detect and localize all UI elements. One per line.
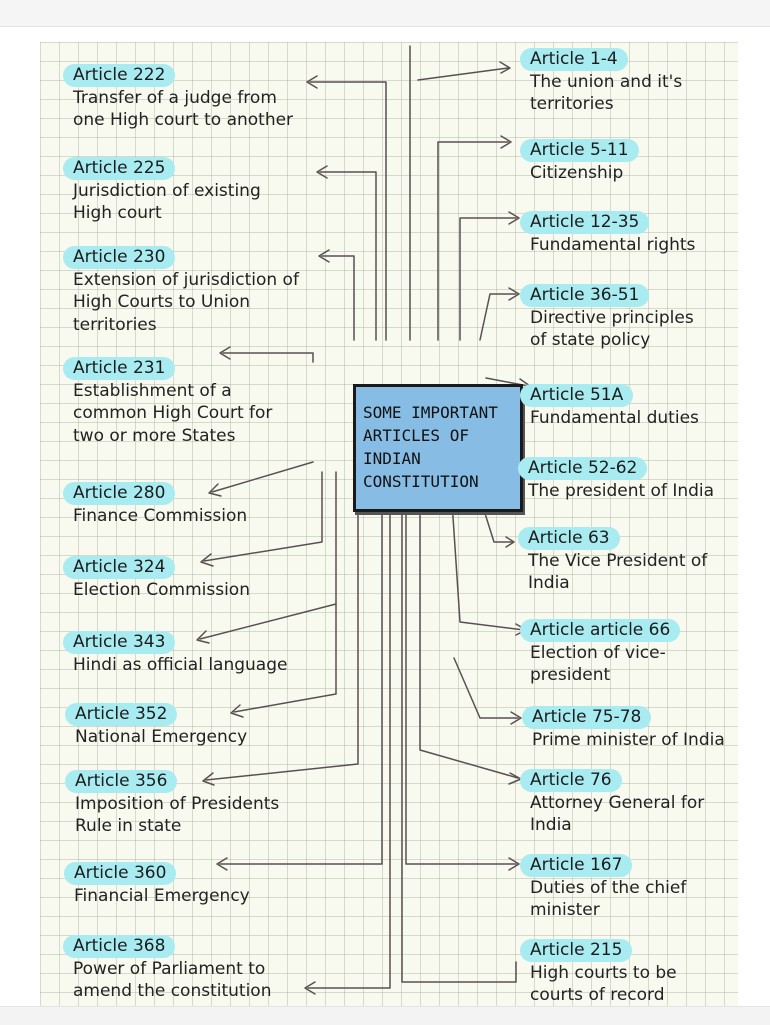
left-entry-article-280 <box>73 482 247 527</box>
left-entry-article-368 <box>73 935 271 1003</box>
connector-article-1-4 <box>418 68 508 80</box>
connector-article-368 <box>308 472 390 988</box>
right-entry-article-5-11 <box>530 139 639 184</box>
connector-article-222 <box>310 82 386 340</box>
article-description: Fundamental rights <box>530 234 696 255</box>
grid-paper <box>40 42 738 1006</box>
article-description: Jurisdiction of existing High court <box>73 180 261 223</box>
article-description: Transfer of a judge from one High court to another <box>73 87 294 130</box>
left-entry-article-356 <box>75 770 279 838</box>
right-entry-article-51a <box>530 384 699 429</box>
right-entry-article-1-4 <box>530 48 682 116</box>
center-title-box: SOME IMPORTANT ARTICLES OF INDIAN CONSTITUTION <box>353 384 523 512</box>
right-entry-article-76 <box>530 769 704 837</box>
article-label: Article 231 <box>63 357 175 380</box>
article-label: Article 343 <box>63 631 175 654</box>
left-entry-article-343 <box>73 631 287 676</box>
article-label: Article article 66 <box>520 619 680 642</box>
article-label: Article 36-51 <box>520 284 649 307</box>
article-label: Article 63 <box>518 527 620 550</box>
article-description: Attorney General for India <box>530 792 705 835</box>
article-description: Election Commission <box>73 579 250 600</box>
left-entry-article-360 <box>74 862 250 907</box>
arrowhead-article-1-4 <box>500 62 510 73</box>
article-description: Finance Commission <box>73 505 248 526</box>
article-description: Directive principles of state policy <box>530 307 694 350</box>
right-entry-article-36-51 <box>530 284 694 352</box>
left-entry-article-352 <box>75 703 247 748</box>
article-description: Fundamental duties <box>530 407 699 428</box>
right-entry-article-66 <box>530 619 680 687</box>
article-description: Duties of the chief minister <box>530 877 687 920</box>
connector-article-5-11-b <box>438 142 508 340</box>
article-description: National Emergency <box>75 726 248 747</box>
article-description: Prime minister of India <box>532 729 725 750</box>
article-label: Article 280 <box>63 482 175 505</box>
article-label: Article 52-62 <box>518 457 647 480</box>
connector-article-230 <box>322 256 354 340</box>
article-description: Extension of jurisdiction of High Courts to Union territories <box>73 269 299 335</box>
article-label: Article 215 <box>520 939 632 962</box>
connector-article-75-78 <box>454 658 518 718</box>
article-label: Article 167 <box>520 854 632 877</box>
article-description: Power of Parliament to amend the constitution <box>73 958 272 1001</box>
article-description: The president of India <box>528 480 715 501</box>
article-label: Article 51A <box>520 384 633 407</box>
article-description: High courts to be courts of record <box>530 962 677 1005</box>
article-label: Article 230 <box>63 246 175 269</box>
article-label: Article 12-35 <box>520 211 649 234</box>
article-label: Article 368 <box>63 935 175 958</box>
article-label: Article 356 <box>65 770 177 793</box>
article-label: Article 324 <box>63 556 175 579</box>
article-label: Article 360 <box>64 862 176 885</box>
article-label: Article 5-11 <box>520 139 639 162</box>
article-description: Citizenship <box>530 162 624 183</box>
article-label: Article 352 <box>65 703 177 726</box>
right-entry-article-52-62 <box>528 457 714 502</box>
article-description: Hindi as official language <box>73 654 288 675</box>
right-entry-article-63 <box>528 527 707 595</box>
right-entry-article-12-35 <box>530 211 695 256</box>
article-label: Article 1-4 <box>520 48 628 71</box>
bottom-bar <box>0 1006 770 1025</box>
right-entry-article-215 <box>530 939 677 1006</box>
article-description: The union and it's territories <box>530 71 683 114</box>
left-entry-article-324 <box>73 556 250 601</box>
top-bar <box>0 0 770 27</box>
article-description: Establishment of a common High Court for two or more States <box>73 380 273 446</box>
connector-article-76 <box>420 472 518 778</box>
article-label: Article 75-78 <box>522 706 651 729</box>
left-entry-article-230 <box>73 246 299 336</box>
article-label: Article 76 <box>520 769 622 792</box>
connector-article-12-35 <box>460 218 516 340</box>
article-label: Article 225 <box>63 157 175 180</box>
article-description: Imposition of Presidents Rule in state <box>75 793 280 836</box>
article-label: Article 222 <box>63 64 175 87</box>
article-description: Financial Emergency <box>74 885 250 906</box>
connector-article-215 <box>402 472 516 982</box>
article-description: Election of vice- president <box>530 642 666 685</box>
connector-article-36-51 <box>480 294 516 340</box>
left-entry-article-225 <box>73 157 261 225</box>
right-entry-article-167 <box>530 854 686 922</box>
left-entry-article-222 <box>73 64 293 132</box>
article-description: The Vice President of India <box>528 550 708 593</box>
right-entry-article-75-78 <box>532 706 725 751</box>
connector-article-167 <box>406 472 516 864</box>
left-entry-article-231 <box>73 357 272 447</box>
